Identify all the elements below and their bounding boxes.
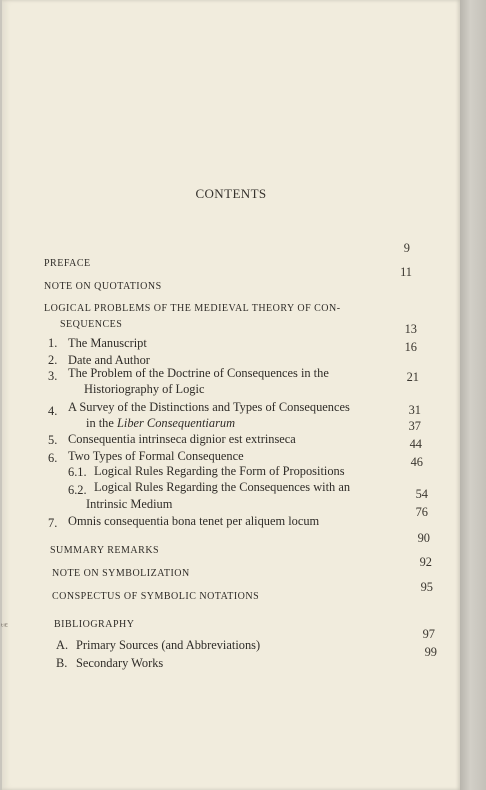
toc-bibliography-b-page: 99 [424, 645, 437, 659]
toc-item-2-number: 2. [48, 353, 58, 367]
toc-note-on-symbolization-page: 92 [419, 555, 432, 569]
toc-summary-remarks: SUMMARY REMARKS [50, 545, 160, 556]
toc-item-3-title-line2: Historiography of Logic [84, 382, 205, 396]
toc-conspectus: CONSPECTUS OF SYMBOLIC NOTATIONS [52, 591, 260, 602]
toc-item-6-number: 6. [48, 451, 58, 465]
toc-item-6-title: Two Types of Formal Consequence [68, 449, 244, 463]
toc-item-6-2-page: 54 [415, 487, 428, 501]
toc-item-6-1-number: 6.1. [68, 465, 87, 479]
toc-logical-problems-line2: SEQUENCES [60, 319, 123, 330]
toc-note-on-symbolization: NOTE ON SYMBOLIZATION [52, 568, 190, 579]
toc-item-6-1-page: 46 [410, 455, 423, 469]
toc-item-6-1-title: Logical Rules Regarding the Form of Propositions [94, 464, 345, 478]
toc-bibliography: BIBLIOGRAPHY [54, 619, 135, 630]
toc-item-5-title: Consequentia intrinseca dignior est extrinseca [68, 432, 296, 446]
toc-summary-remarks-page: 90 [417, 531, 430, 545]
toc-item-4-title-line2: in the Liber Consequentiarum [86, 416, 236, 430]
toc-item-2-page: 16 [404, 340, 417, 354]
toc-item-6-2-title-line2: Intrinsic Medium [86, 497, 173, 511]
toc-item-7-title: Omnis consequentia bona tenet per aliquem locum [68, 514, 320, 528]
toc-conspectus-page: 95 [420, 580, 433, 594]
toc-bibliography-b-number: B. [56, 656, 68, 670]
toc-item-5-page: 37 [408, 419, 421, 433]
toc-item-7-page: 76 [415, 505, 428, 519]
toc-item-1-page: 13 [404, 322, 417, 336]
toc-item-3-title-line1: The Problem of the Doctrine of Consequences in the [68, 366, 329, 380]
toc-item-6-2-title-line1: Logical Rules Regarding the Consequences with an [94, 480, 351, 494]
contents-heading: CONTENTS [195, 186, 267, 201]
toc-bibliography-b-title: Secondary Works [76, 656, 164, 670]
toc-bibliography-a-title: Primary Sources (and Abbreviations) [76, 638, 261, 652]
toc-item-4-number: 4. [48, 404, 58, 418]
page-edge-background [460, 0, 486, 790]
toc-item-6-2-number: 6.2. [68, 483, 87, 497]
toc-item-2-title: Date and Author [68, 353, 150, 367]
toc-item-4-title-line1: A Survey of the Distinctions and Types of Consequences [68, 400, 350, 414]
toc-preface: PREFACE [44, 258, 91, 269]
toc-item-7-number: 7. [48, 516, 58, 530]
toc-item-4-page: 31 [408, 403, 421, 417]
toc-bibliography-a-page: 97 [422, 627, 435, 641]
toc-preface-page: 9 [403, 241, 410, 255]
toc-item-3-number: 3. [48, 369, 58, 383]
toc-item-1-number: 1. [48, 336, 58, 350]
toc-item-5-number: 5. [48, 433, 58, 447]
book-page [2, 0, 460, 790]
toc-note-on-quotations: NOTE ON QUOTATIONS [44, 281, 162, 292]
toc-note-on-quotations-page: 11 [400, 265, 412, 279]
toc-item-3-page: 21 [406, 370, 419, 384]
toc-logical-problems-line1: LOGICAL PROBLEMS OF THE MEDIEVAL THEORY OF CON- [44, 303, 341, 314]
toc-item-6-page: 44 [409, 437, 422, 451]
toc-item-1-title: The Manuscript [68, 336, 147, 350]
toc-bibliography-a-number: A. [56, 638, 69, 652]
margin-mark: ᵗⁱᴱ [1, 622, 8, 631]
